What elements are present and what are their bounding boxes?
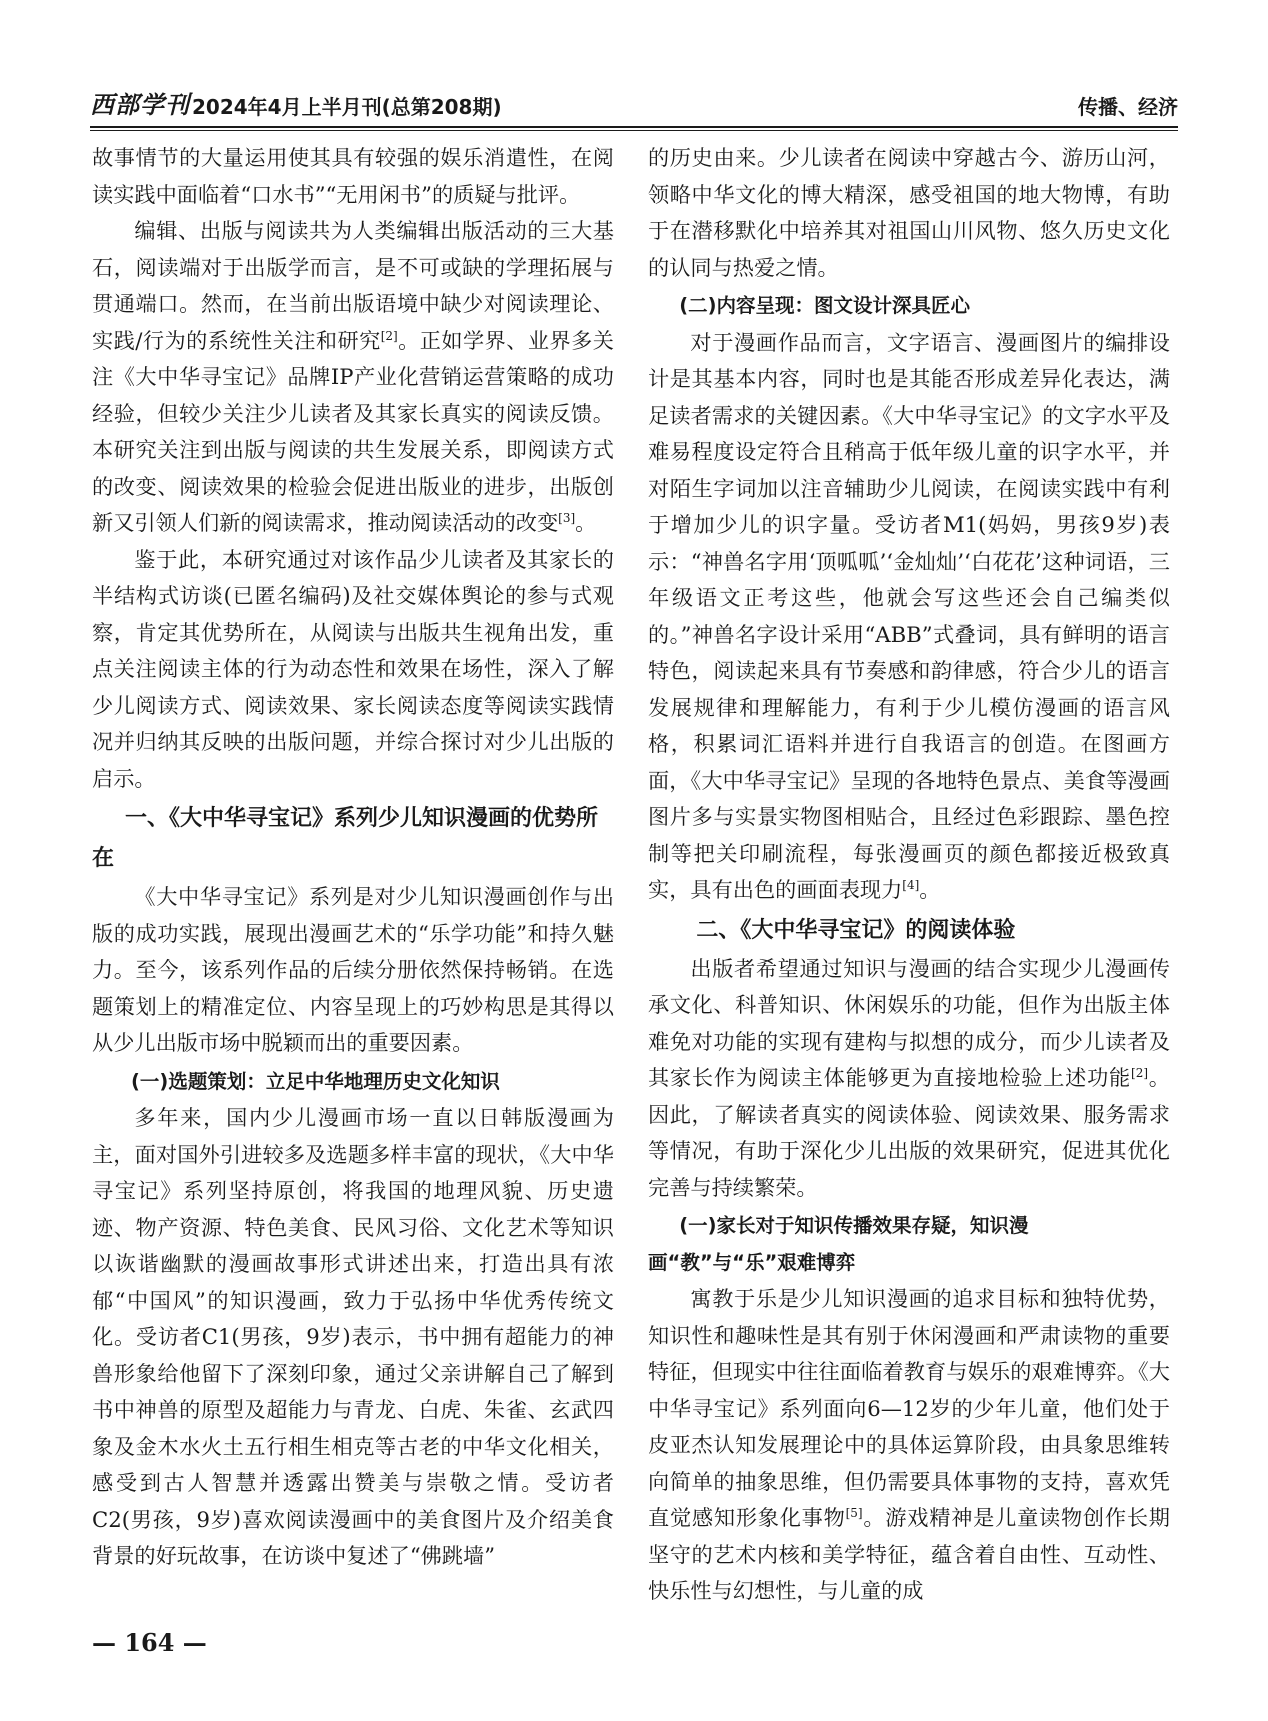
left-column bbox=[92, 140, 614, 1575]
citation: [3] bbox=[558, 510, 576, 525]
paragraph bbox=[648, 1281, 1170, 1610]
header-left bbox=[90, 85, 502, 120]
paragraph-text: 出版者希望通过知识与漫画的结合实现少儿漫画传承文化、科普知识、休闲娱乐的功能，但作为出版主体难免对功能的实现有建构与拟想的成分，而少儿读者及其家长作为阅读主体能够更为直接地检验上述功能 bbox=[648, 955, 1170, 1090]
paragraph-text: 。因此，了解读者真实的阅读体验、阅读效果、服务需求等情况，有助于深化少儿出版的效果研究，促进其优化完善与持续繁荣。 bbox=[648, 1065, 1170, 1200]
paragraph bbox=[92, 213, 614, 542]
section-heading: 二、《大中华寻宝记》的阅读体验 bbox=[696, 917, 1016, 943]
citation: [4] bbox=[902, 877, 920, 892]
section-name: 传播、经济 bbox=[1078, 95, 1178, 119]
citation: [2] bbox=[1131, 1065, 1149, 1080]
citation: [5] bbox=[845, 1505, 863, 1520]
paragraph: 多年来，国内少儿漫画市场一直以日韩版漫画为主，面对国外引进较多及选题多样丰富的现状，《大中华寻宝记》系列坚持原创，将我国的地理风貌、历史遗迹、物产资源、特色美食、民风习俗、文化艺术等知识以诙谐幽默的漫画故事形式讲述出来，打造出具有浓郁“中国风”的知识漫画，致力于弘扬中华优秀传统文化。受访者C1(男孩，9岁)表示，书中拥有超能力的神兽形象给他留下了深刻印象，通过父亲讲解自己了解到书中神兽的原型及超能力与青龙、白虎、朱雀、玄武四象及金木水火土五行相生相克等古老的中华文化相关，感受到古人智慧并透露出赞美与崇敬之情。受访者C2(男孩，9岁)喜欢阅读漫画中的美食图片及介绍美食背景的好玩故事，在访谈中复述了“佛跳墙” bbox=[92, 1105, 614, 1568]
paragraph-text: 。 bbox=[919, 877, 941, 902]
paragraph-text: 编辑、出版与阅读共为人类编辑出版活动的三大基石，阅读端对于出版学而言，是不可或缺的学理拓展与贯通端口。然而，在当前出版语境中缺少对阅读理论、实践/行为的系统性关注和研究 bbox=[92, 218, 614, 353]
paragraph: 《大中华寻宝记》系列是对少儿知识漫画创作与出版的成功实践，展现出漫画艺术的“乐学功能”和持久魅力。至今，该系列作品的后续分册依然保持畅销。在选题策划上的精准定位、内容呈现上的巧妙构思是其得以从少儿出版市场中脱颖而出的重要因素。 bbox=[92, 884, 614, 1055]
paragraph-text: 寓教于乐是少儿知识漫画的追求目标和独特优势，知识性和趣味性是其有别于休闲漫画和严肃读物的重要特征，但现实中往往面临着教育与娱乐的艰难博弈。《大中华寻宝记》系列面向6—12岁的少年儿童，他们处于皮亚杰认知发展理论中的具体运算阶段，由具象思维转向简单的抽象思维，但仍需要具体事物的支持，喜欢凭直觉感知形象化事物 bbox=[648, 1286, 1170, 1530]
section-heading: 一、《大中华寻宝记》系列少儿知识漫画的优势所在 bbox=[92, 806, 599, 871]
paragraph-text: 。正如学界、业界多关注《大中华寻宝记》品牌IP产业化营销运营策略的成功经验，但较少关注少儿读者及其家长真实的阅读反馈。本研究关注到出版与阅读的共生发展关系，即阅读方式的改变、阅读效果的检验会促进出版业的进步，出版创新又引领人们新的阅读需求，推动阅读活动的改变 bbox=[92, 327, 614, 535]
right-column bbox=[648, 140, 1170, 1610]
paragraph-text: 。游戏精神是儿童读物创作长期坚守的艺术内核和美学特征，蕴含着自由性、互动性、快乐性与幻想性，与儿童的成 bbox=[648, 1505, 1170, 1603]
paragraph: 鉴于此，本研究通过对该作品少儿读者及其家长的半结构式访谈(已匿名编码)及社交媒体舆论的参与式观察，肯定其优势所在，从阅读与出版共生视角出发，重点关注阅读主体的行为动态性和效果在场性，深入了解少儿阅读方式、阅读效果、家长阅读态度等阅读实践情况并归纳其反映的出版问题，并综合探讨对少儿出版的启示。 bbox=[92, 546, 614, 791]
header-rule-thin bbox=[90, 130, 1178, 131]
subsection-heading: (二)内容呈现：图文设计深具匠心 bbox=[679, 294, 971, 317]
paragraph: 的历史由来。少儿读者在阅读中穿越古今、游历山河，领略中华文化的博大精深，感受祖国的地大物博，有助于在潜移默化中培养其对祖国山川风物、悠久历史文化的认同与热爱之情。 bbox=[648, 145, 1170, 280]
journal-logo: 西部学刊 bbox=[90, 90, 190, 119]
subsection-heading: (一)选题策划：立足中华地理历史文化知识 bbox=[131, 1069, 500, 1093]
subsection-heading: (一)家长对于知识传播效果存疑，知识漫画“教”与“乐”艰难博弈 bbox=[648, 1214, 1029, 1274]
citation: [2] bbox=[380, 328, 398, 343]
paragraph-text: 对于漫画作品而言，文字语言、漫画图片的编排设计是其基本内容，同时也是其能否形成差异化表达，满足读者需求的关键因素。《大中华寻宝记》的文字水平及难易程度设定符合且稍高于低年级儿童的识字水平，并对陌生字词加以注音辅助少儿阅读，在阅读实践中有利于增加少儿的识字量。受访者M1(妈妈，男孩9岁)表示：“神兽名字用‘顶呱呱’‘金灿灿’‘白花花’这种词语，三年级语文正考这些，他就会写这些还会自己编类似的。”神兽名字设计采用“ABB”式叠词，具有鲜明的语言特色，阅读起来具有节奏感和韵律感，符合少儿的语言发展规律和理解能力，有利于少儿模仿漫画的语言风格，积累词汇语料并进行自我语言的创造。在图画方面，《大中华寻宝记》呈现的各地特色景点、美食等漫画图片多与实景实物图相贴合，且经过色彩跟踪、墨色控制等把关印刷流程，每张漫画页的颜色都接近极致真实，具有出色的画面表现力 bbox=[648, 329, 1170, 902]
paragraph-text: 。 bbox=[575, 510, 597, 535]
issue-info: 2024年4月上半月刊(总第208期) bbox=[192, 95, 502, 119]
header-rule bbox=[90, 126, 1178, 128]
page-number: — 164 — bbox=[92, 1628, 207, 1657]
running-header bbox=[90, 86, 1178, 120]
paragraph bbox=[648, 325, 1170, 909]
paragraph: 故事情节的大量运用使其具有较强的娱乐消遣性，在阅读实践中面临着“口水书”“无用闲书”的质疑与批评。 bbox=[92, 145, 614, 207]
paragraph bbox=[648, 951, 1170, 1207]
